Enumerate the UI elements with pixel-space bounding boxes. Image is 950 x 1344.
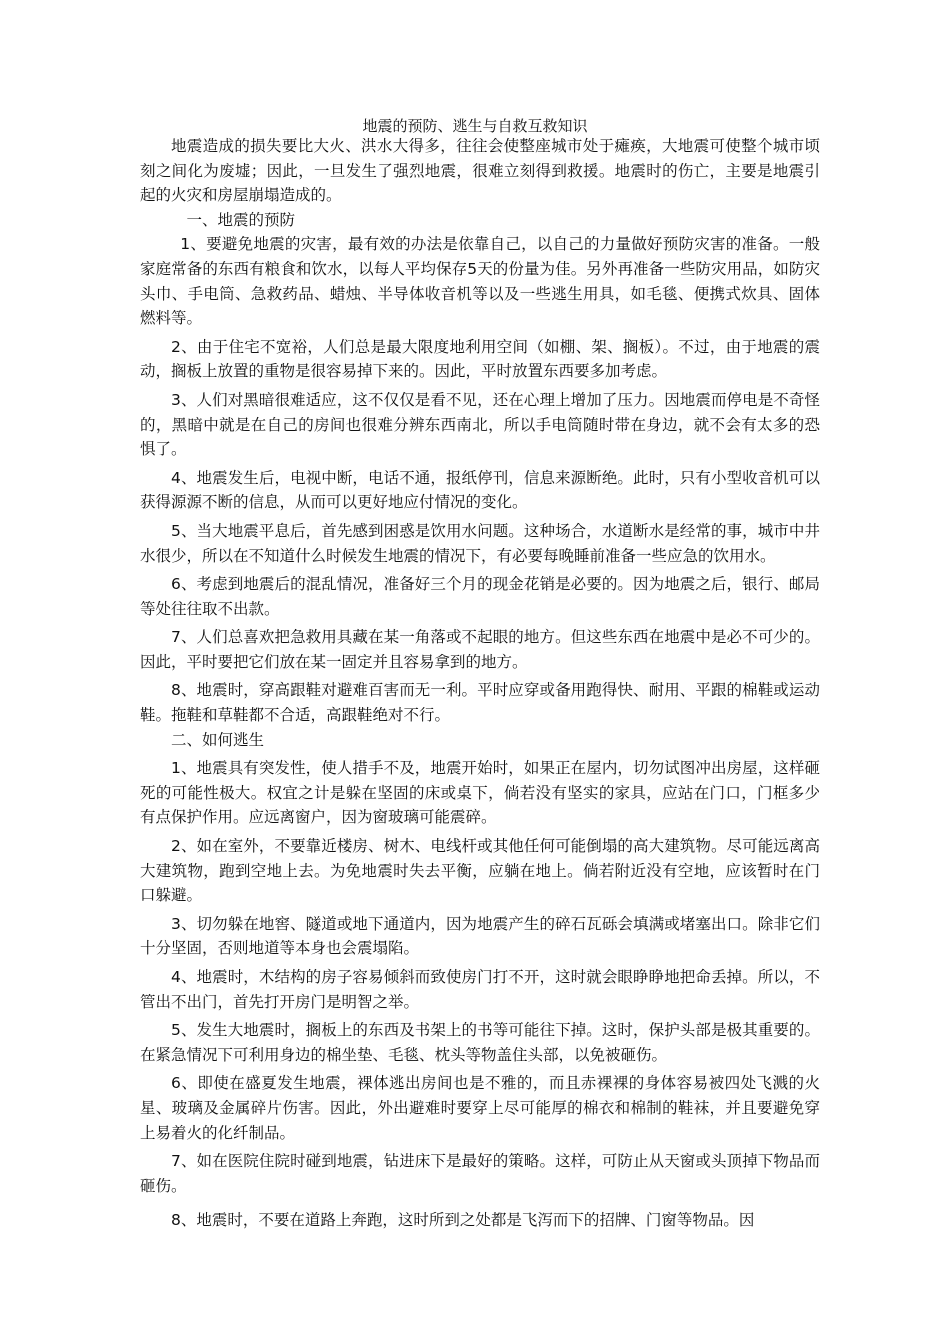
prevention-item-5: 5、当大地震平息后，首先感到困惑是饮用水问题。这种场合，水道断水是经常的事，城市中井水很少，所以在不知道什么时候发生地震的情况下，有必要每晚睡前准备一些应急的饮用水。 (140, 521, 820, 565)
prevention-item-1: 1、要避免地震的灾害，最有效的办法是依靠自己，以自己的力量做好预防灾害的准备。一般家庭常备的东西有粮食和饮水，以每人平均保存5天的份量为佳。另外再准备一些防灾用品，如防灾头巾、手电筒、急救药品、蜡烛、半导体收音机等以及一些逃生用具，如毛毯、便携式炊具、固体燃料等。 (140, 235, 820, 328)
escape-item-7: 7、如在医院住院时碰到地震，钻进床下是最好的策略。这样，可防止从天窗或头顶掉下物品而砸伤。 (140, 1152, 820, 1195)
escape-item-1: 1、地震具有突发性，使人措手不及，地震开始时，如果正在屋内，切勿试图冲出房屋，这样砸死的可能性极大。权宜之计是躲在坚固的床或桌下，倘若没有坚实的家具，应站在门口，门框多少有点保护作用。应远离窗户，因为窗玻璃可能震碎。 (140, 759, 820, 827)
escape-item-4: 4、地震时，木结构的房子容易倾斜而致使房门打不开，这时就会眼睁睁地把命丢掉。所以，不管出不出门，首先打开房门是明智之举。 (140, 968, 820, 1011)
prevention-item-2: 2、由于住宅不宽裕，人们总是最大限度地利用空间（如棚、架、搁板）。不过，由于地震的震动，搁板上放置的重物是很容易掉下来的。因此，平时放置东西要多加考虑。 (140, 337, 820, 381)
section-heading-prevention: 一、地震的预防 (186, 210, 296, 229)
document-body (140, 134, 820, 1233)
prevention-item-3: 3、人们对黑暗很难适应，这不仅仅是看不见，还在心理上增加了压力。因地震而停电是不奇怪的，黑暗中就是在自己的房间也很难分辨东西南北，所以手电筒随时带在身边，就不会有太多的恐惧了。 (140, 390, 820, 459)
prevention-item-6: 6、考虑到地震后的混乱情况，准备好三个月的现金花销是必要的。因为地震之后，银行、邮局等处往往取不出款。 (140, 575, 820, 618)
prevention-item-7: 7、人们总喜欢把急救用具藏在某一角落或不起眼的地方。但这些东西在地震中是必不可少的。因此，平时要把它们放在某一固定并且容易拿到的地方。 (140, 628, 820, 671)
escape-item-5: 5、发生大地震时，搁板上的东西及书架上的书等可能往下掉。这时，保护头部是极其重要的。在紧急情况下可利用身边的棉坐垫、毛毯、枕头等物盖住头部，以免被砸伤。 (140, 1021, 820, 1064)
escape-item-8: 8、地震时，不要在道路上奔跑，这时所到之处都是飞泻而下的招牌、门窗等物品。因 (171, 1211, 755, 1230)
escape-item-3: 3、切勿躲在地窖、隧道或地下通道内，因为地震产生的碎石瓦砾会填满或堵塞出口。除非它们十分坚固，否则地道等本身也会震塌陷。 (140, 914, 820, 958)
document-title: 地震的预防、逃生与自救互救知识 (362, 117, 588, 135)
prevention-item-8: 8、地震时，穿高跟鞋对避难百害而无一利。平时应穿或备用跑得快、耐用、平跟的棉鞋或运动鞋。拖鞋和草鞋都不合适，高跟鞋绝对不行。 (140, 681, 820, 725)
section-heading-escape: 二、如何逃生 (171, 730, 265, 749)
intro-paragraph: 地震造成的损失要比大火、洪水大得多，往往会使整座城市处于瘫痪，大地震可使整个城市顷刻之间化为废墟；因此，一旦发生了强烈地震，很难立刻得到救援。地震时的伤亡，主要是地震引起的火灾和房屋崩塌造成的。 (140, 137, 820, 205)
escape-item-2: 2、如在室外，不要靠近楼房、树木、电线杆或其他任何可能倒塌的高大建筑物。尽可能远离高大建筑物，跑到空地上去。为免地震时失去平衡，应躺在地上。倘若附近没有空地，应该暂时在门口躲避。 (140, 837, 820, 905)
prevention-item-4: 4、地震发生后，电视中断，电话不通，报纸停刊，信息来源断绝。此时，只有小型收音机可以获得源源不断的信息，从而可以更好地应付情况的变化。 (140, 468, 820, 512)
escape-item-6: 6、即使在盛夏发生地震，裸体逃出房间也是不雅的，而且赤裸裸的身体容易被四处飞溅的火星、玻璃及金属碎片伤害。因此，外出避难时要穿上尽可能厚的棉衣和棉制的鞋袜，并且要避免穿上易着火的化纤制品。 (140, 1074, 820, 1142)
